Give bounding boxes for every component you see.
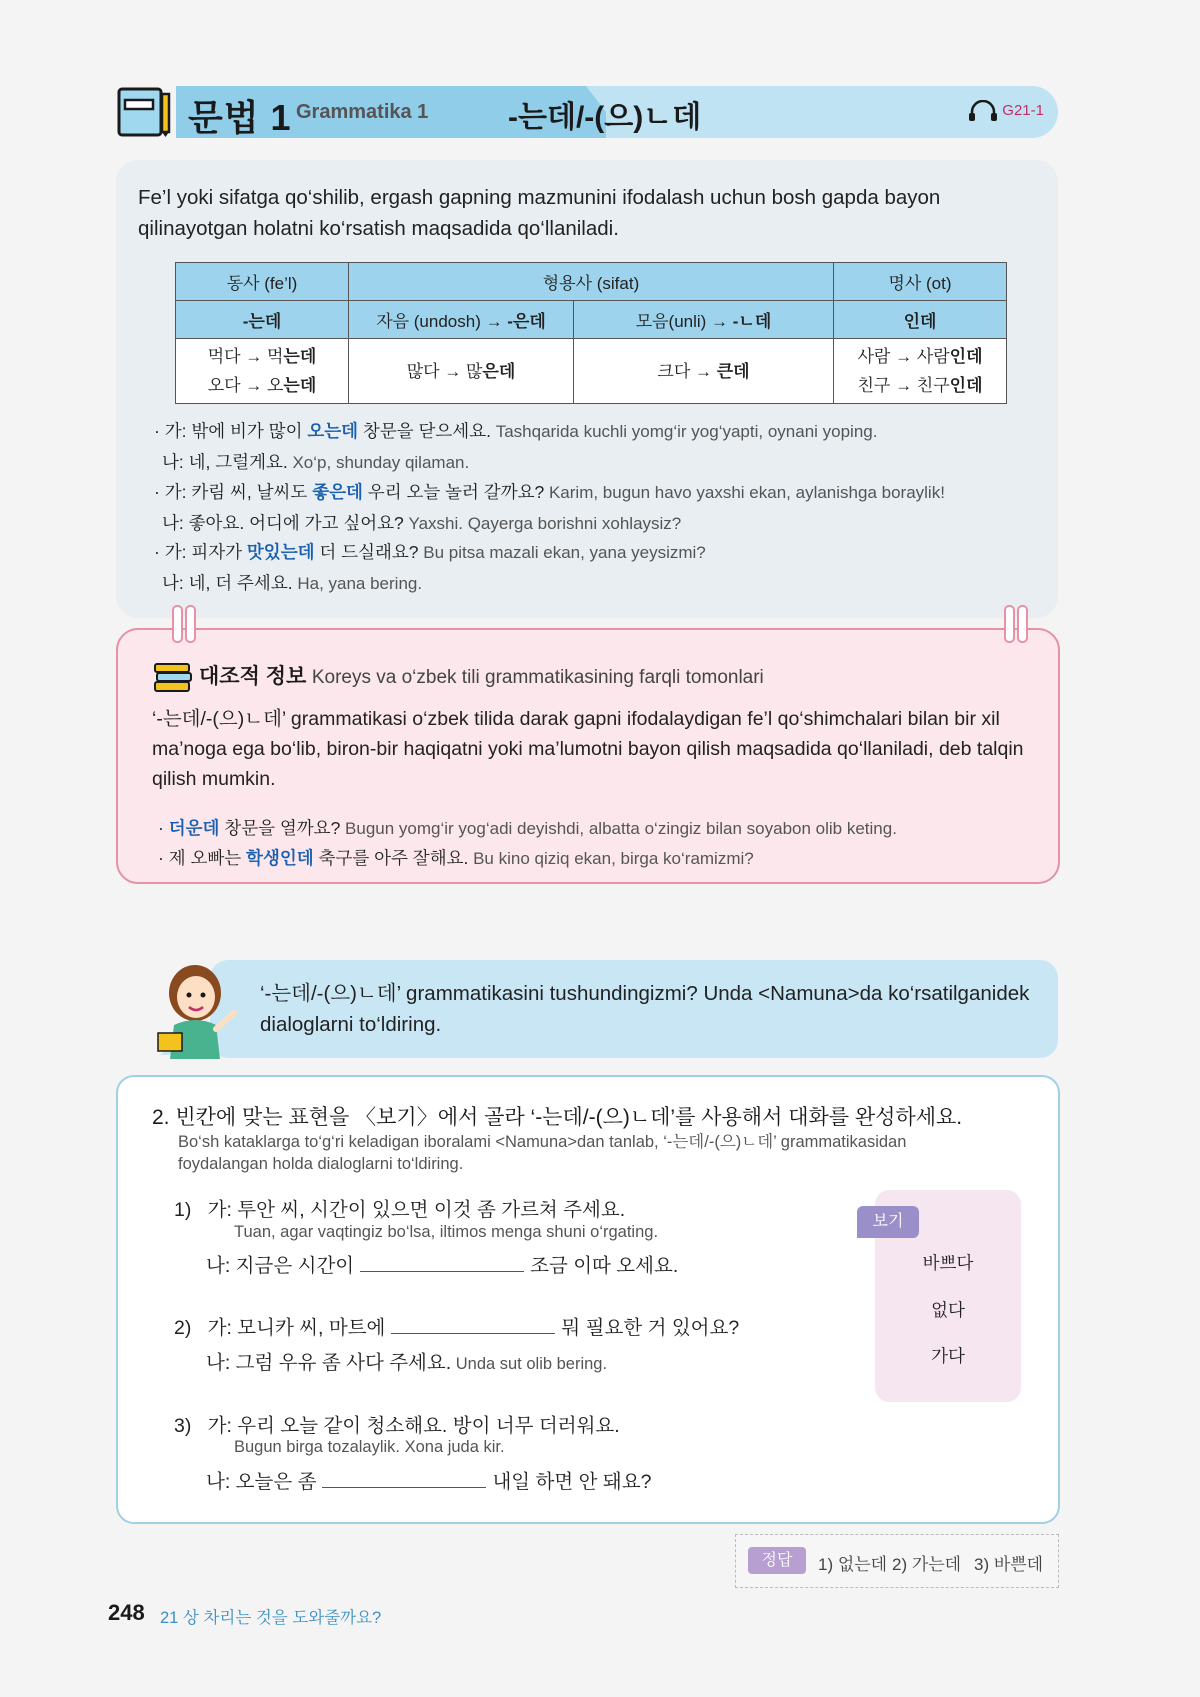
audio-code: G21-1 [1002, 101, 1044, 119]
answer-item: 3) 바쁜데 [974, 1555, 1044, 1574]
chapter-title: 21 상 차리는 것을 도와줄까요? [160, 1609, 382, 1627]
comparative-example: · 더운데 창문을 열까요? Bugun yomg‘ir yog‘adi deyishdi, albatta o‘zingiz bilan soyabon olib keting. [158, 818, 897, 838]
exercise-item-3-a: 3) 가: 우리 오늘 같이 청소해요. 방이 너무 더러워요. [174, 1415, 620, 1437]
grammar-topic: -는데/-(으)ㄴ데 [508, 101, 702, 134]
answer-key-label: 정답 [748, 1547, 806, 1574]
comparative-example: · 제 오빠는 학생인데 축구를 아주 잘해요. Bu kino qiziq ekan, birga ko‘ramizmi? [158, 848, 754, 868]
verb-suffix: -는데 [176, 301, 349, 339]
word-bank-item: 없다 [931, 1300, 965, 1320]
grammar-book-icon [116, 86, 172, 138]
instruction-text: ‘-는데/-(으)ㄴ데’ grammatikasini tushundingizmi? Unda <Namuna>da ko‘rsatilganidek dialoglarni to‘ldiring. [260, 982, 1030, 1036]
header-noun: 명사 (ot) [834, 263, 1007, 301]
exercise-item-3-b: 나: 오늘은 좀 내일 하면 안 돼요? [206, 1471, 652, 1493]
binder-clip-icon [171, 604, 197, 644]
comparative-body: ‘-는데/-(으)ㄴ데’ grammatikasi o‘zbek tilida darak gapni ifodalaydigan fe’l qo‘shimchalari bilan bir xil ma’noga ega bo‘lib, biron-bir haqiqatni yoki ma’lumotni bayon qilish maqsadida qo‘llaniladi, deb talqin qilish mumkin. [152, 708, 1024, 790]
example-line: · 가: 밖에 비가 많이 오는데 창문을 닫으세요. Tashqarida kuchli yomg‘ir yog‘yapti, oynani yoping. [154, 421, 878, 441]
conjugation-table [175, 262, 1007, 404]
comparative-heading: 대조적 정보 Koreys va o‘zbek tili grammatikasining farqli tomonlari [153, 660, 764, 694]
word-bank-item: 가다 [931, 1346, 965, 1366]
exercise-item-1-b: 나: 지금은 시간이 조금 이따 오세요. [206, 1255, 679, 1277]
grammar-intro: Fe’l yoki sifatga qo‘shilib, ergash gapning mazmunini ifodalash uchun bosh gapda bayon qilinayotgan holatni ko‘rsatish maqsadida qo‘llaniladi. [138, 186, 941, 240]
exercise-title: 2. 빈칸에 맞는 표현을 〈보기〉에서 골라 ‘-는데/-(으)ㄴ데’를 사용해서 대화를 완성하세요. [152, 1106, 963, 1129]
stacked-books-icon [153, 662, 193, 694]
adj-vowel-rule: 모음(unli) → -ㄴ데 [574, 301, 834, 339]
lesson-title-uz: Grammatika 1 [296, 101, 429, 123]
header-verb: 동사 (fe’l) [176, 263, 349, 301]
grammar-explanation-box [116, 160, 1058, 618]
noun-examples: 사람 → 사람인데 친구 → 친구인데 [834, 339, 1007, 404]
comparative-info-box [116, 628, 1060, 884]
adj-consonant-rule: 자음 (undosh) → -은데 [349, 301, 574, 339]
example-line: · 가: 카림 씨, 날씨도 좋은데 우리 오늘 놀러 갈까요? Karim, bugun havo yaxshi ekan, aylanishga boraylik! [154, 482, 945, 502]
example-line: · 가: 피자가 맛있는데 더 드실래요? Bu pitsa mazali ekan, yana yeysizmi? [154, 542, 706, 562]
example-line: 나: 좋아요. 어디에 가고 싶어요? Yaxshi. Qayerga borishni xohlaysiz? [162, 513, 682, 533]
exercise-subtitle: Bo‘sh kataklarga to‘g‘ri keladigan iboralami <Namuna>dan tanlab, ‘-는데/-(으)ㄴ데’ grammatikasidan foydalangan holda dialoglarni to‘ldiring. [178, 1133, 907, 1173]
exercise-item-1-translation: Tuan, agar vaqtingiz bo‘lsa, iltimos menga shuni o‘rgating. [234, 1223, 659, 1241]
teacher-illustration-icon [150, 955, 250, 1065]
exercise-item-2-b: 나: 그럼 우유 좀 사다 주세요. Unda sut olib bering. [206, 1352, 608, 1374]
page-number: 248 [108, 1600, 145, 1625]
example-line: 나: 네, 그럴게요. Xo‘p, shunday qilaman. [162, 452, 470, 472]
word-bank-label: 보기 [857, 1206, 919, 1238]
exercise-item-3-translation: Bugun birga tozalaylik. Xona juda kir. [234, 1438, 505, 1456]
answer-blank[interactable] [322, 1469, 486, 1488]
binder-clip-icon [1003, 604, 1029, 644]
lesson-title: 문법 1 [188, 97, 292, 138]
word-bank [872, 1190, 1021, 1402]
header-adjective: 형용사 (sifat) [349, 263, 834, 301]
example-line: 나: 네, 더 주세요. Ha, yana bering. [162, 573, 423, 593]
answer-item: 1) 없는데 [818, 1555, 888, 1574]
answer-key [735, 1534, 1059, 1588]
adj-vowel-example: 크다 → 큰데 [574, 339, 834, 404]
headphones-icon [968, 100, 998, 122]
adj-consonant-example: 많다 → 많은데 [349, 339, 574, 404]
answer-item: 2) 가는데 [892, 1555, 962, 1574]
noun-suffix: 인데 [834, 301, 1007, 339]
lesson-header [116, 86, 1058, 138]
answer-blank[interactable] [360, 1253, 524, 1272]
verb-examples: 먹다 → 먹는데 오다 → 오는데 [176, 339, 349, 404]
exercise-item-1-a: 1) 가: 투안 씨, 시간이 있으면 이것 좀 가르쳐 주세요. [174, 1199, 626, 1221]
instruction-bubble [210, 960, 1058, 1058]
audio-track[interactable] [968, 100, 1044, 122]
answer-blank[interactable] [391, 1315, 555, 1334]
exercise-item-2-a: 2) 가: 모니카 씨, 마트에 뭐 필요한 거 있어요? [174, 1317, 740, 1339]
word-bank-item: 바쁘다 [922, 1253, 974, 1273]
